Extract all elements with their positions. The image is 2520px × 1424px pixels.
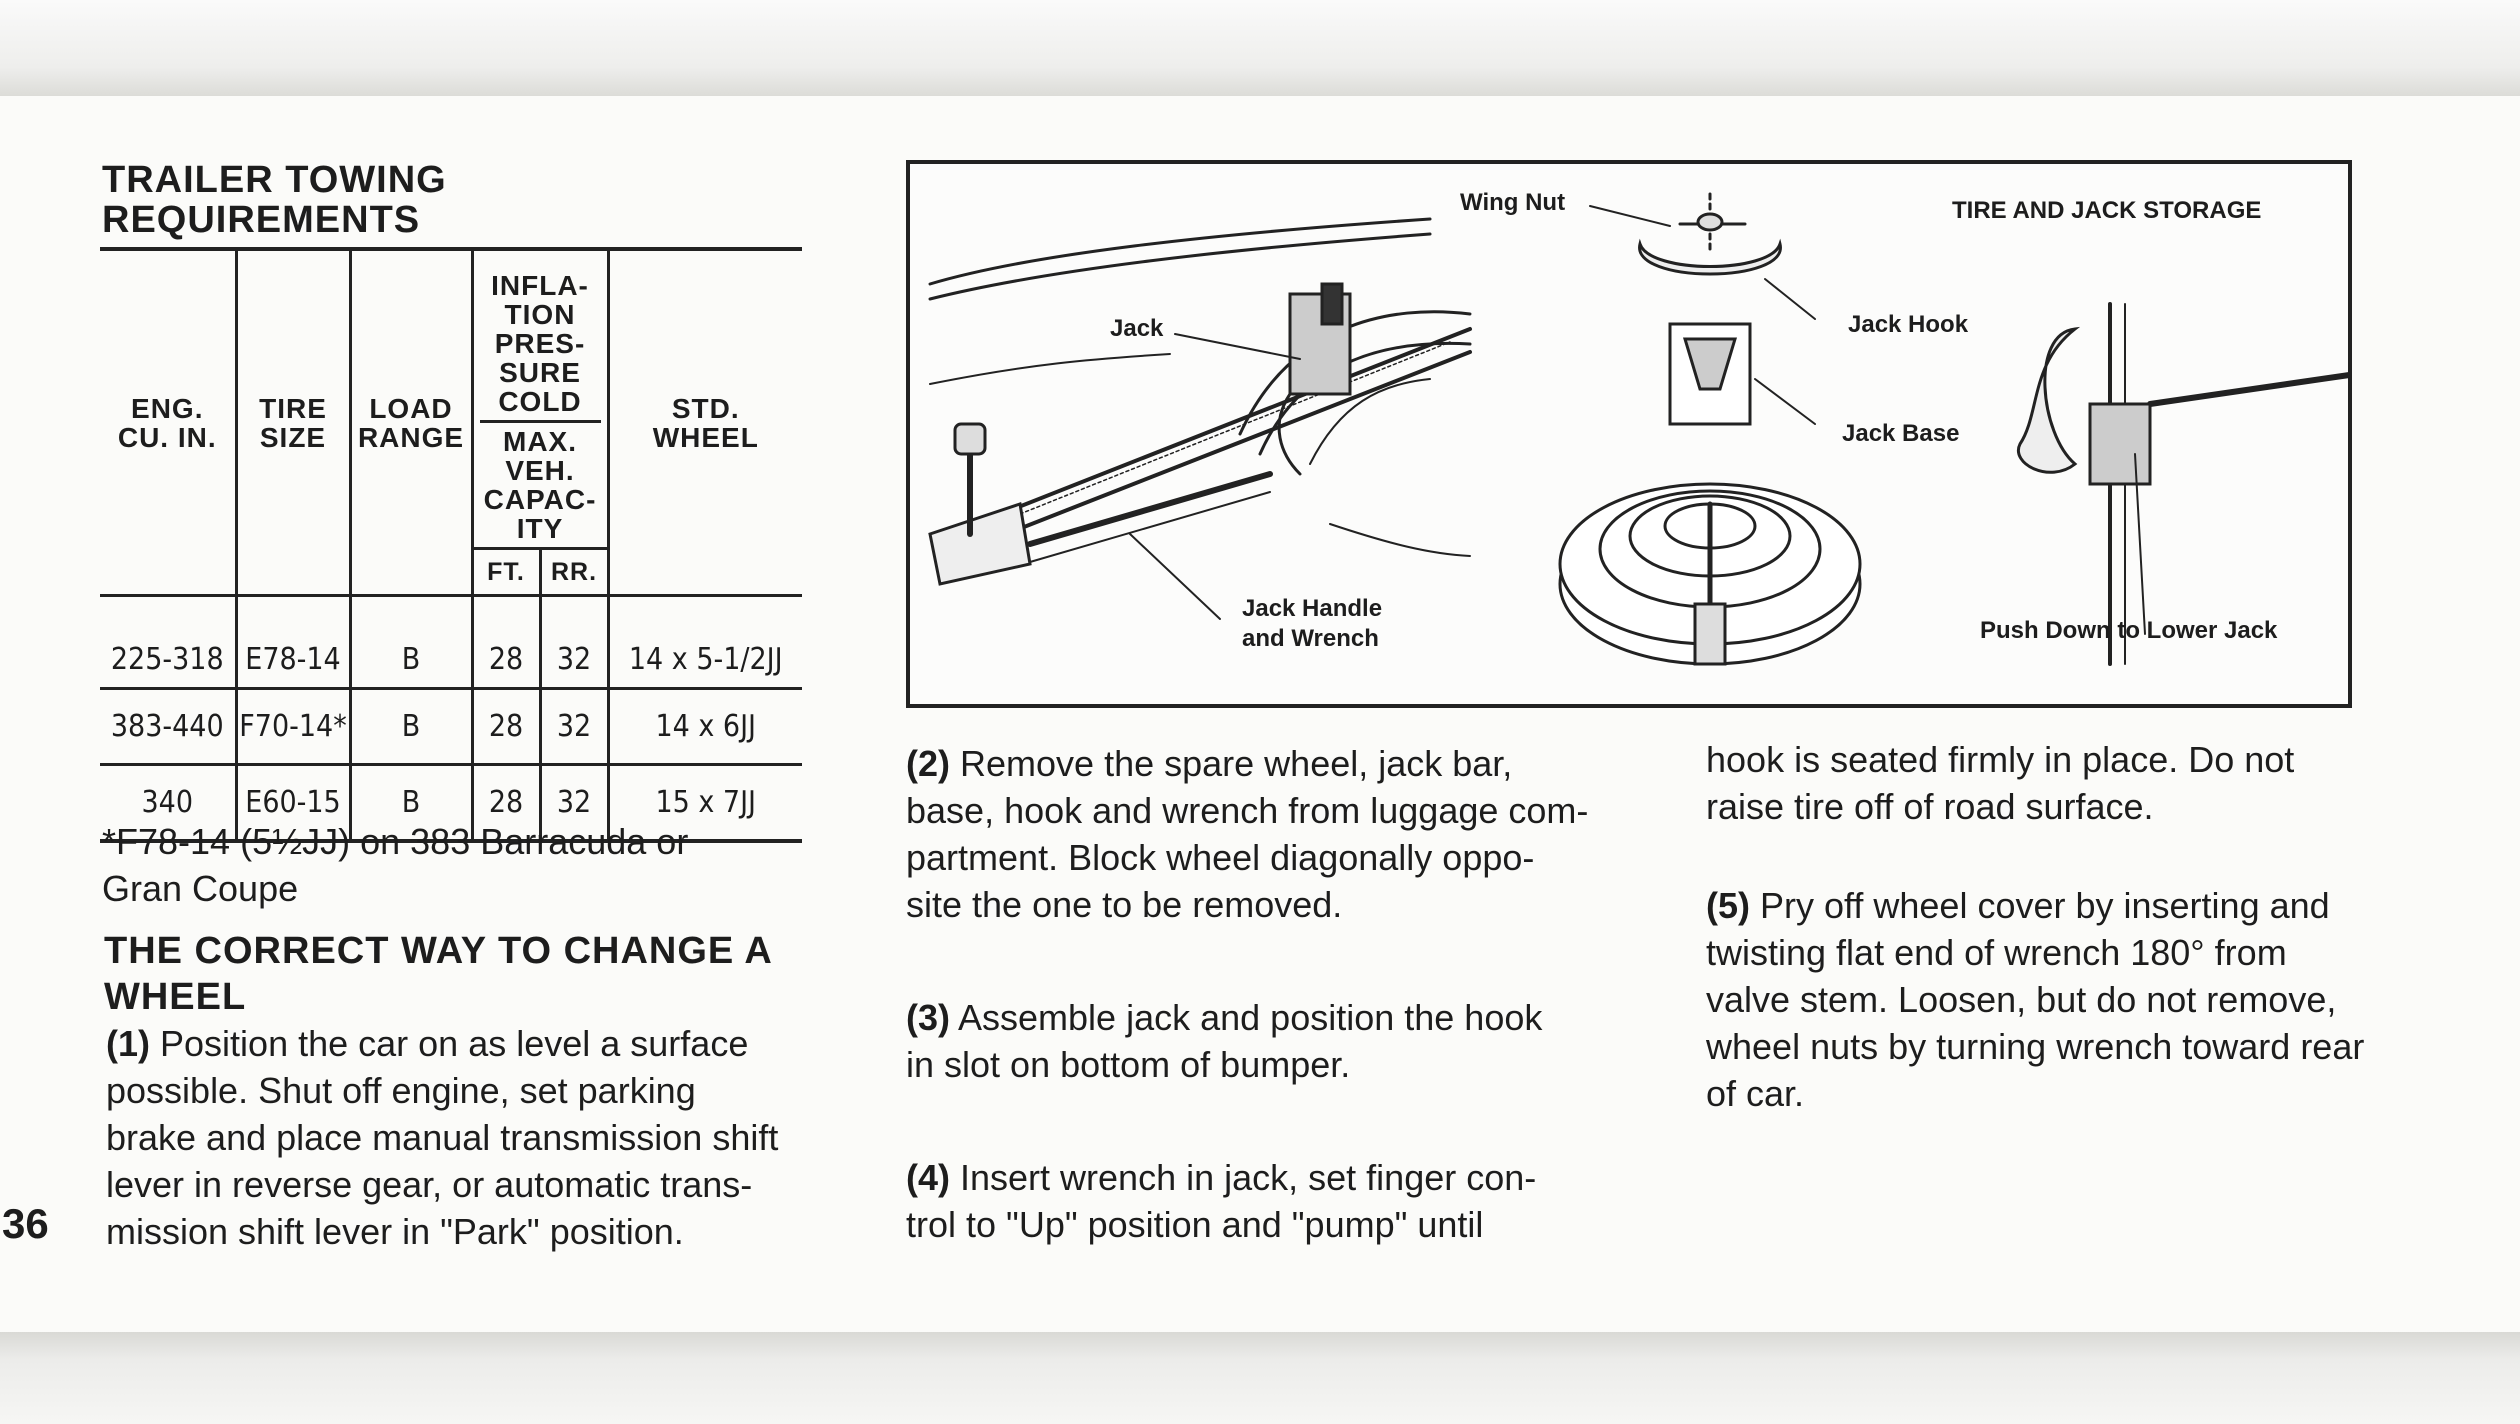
scan-bottom-edge [0, 1332, 2520, 1424]
step-number: (4) [906, 1157, 950, 1198]
max-capacity-label: MAX. VEH. CAPAC- ITY [480, 420, 601, 543]
step-5: (5) Pry off wheel cover by inserting and twisting flat end of wrench 180° from valve stem. Loosen, but do not remove, wheel nuts by turning wrench toward rear of car. [1706, 885, 2365, 1114]
step-number: (3) [906, 997, 950, 1038]
step-3: (3) Assemble jack and position the hook in slot on bottom of bumper. [906, 997, 1543, 1085]
header-inflation-pressure: INFLA- TION PRES- SURE COLD MAX. VEH. CAPAC- ITY [472, 249, 608, 549]
cell-wheel: 15 x 7JJ [608, 765, 802, 842]
label-wing-nut: Wing Nut [1460, 189, 1566, 216]
cell-eng: 383-440 [100, 689, 236, 765]
table-footnote: *F78-14 (5½JJ) on 383 Barracuda or Gran Coupe [102, 821, 689, 909]
cell-ft: 28 [472, 596, 540, 689]
page-number: 36 [2, 1200, 49, 1247]
header-rr: RR. [540, 549, 608, 596]
trailer-towing-table [100, 247, 802, 843]
figure-title: TIRE AND JACK STORAGE [1952, 197, 2262, 224]
cell-load: B [350, 765, 472, 842]
table-row [100, 596, 802, 689]
label-push-down: Push Down to Lower Jack [1980, 617, 2278, 644]
header-load-range: LOAD RANGE [350, 249, 472, 596]
trailer-towing-heading [102, 160, 447, 240]
header-tire-size: TIRE SIZE [236, 249, 350, 596]
step-1: (1) Position the car on as level a surface possible. Shut off engine, set parking brake and place manual transmission shift lever in reverse gear, or automatic trans- mission shift lever in "Park" position. [106, 1023, 779, 1252]
cell-tire: E78-14 [236, 596, 350, 689]
header-ft: FT. [472, 549, 540, 596]
step-number: (5) [1706, 885, 1750, 926]
step-4-continued: hook is seated firmly in place. Do not raise tire off of road surface. [1706, 739, 2295, 827]
tire-jack-storage-figure [906, 160, 2352, 708]
step-2: (2) Remove the spare wheel, jack bar, base, hook and wrench from luggage com- partment. Block wheel diagonally oppo- site the one to be removed. [906, 743, 1589, 925]
cell-rr: 32 [540, 596, 608, 689]
step-4: (4) Insert wrench in jack, set finger con- trol to "Up" position and "pump" until [906, 1157, 1537, 1245]
label-jack-base: Jack Base [1842, 420, 1960, 447]
heading-line: REQUIREMENTS [102, 199, 421, 241]
cell-rr: 32 [540, 765, 608, 842]
header-eng: ENG. CU. IN. [100, 249, 236, 596]
table-row [100, 689, 802, 765]
step-number: (2) [906, 743, 950, 784]
step-number: (1) [106, 1023, 150, 1064]
heading-line: TRAILER TOWING [102, 159, 447, 201]
cell-wheel: 14 x 6JJ [608, 689, 802, 765]
cell-wheel: 14 x 5-1/2JJ [608, 596, 802, 689]
cell-tire: F70-14* [236, 689, 350, 765]
cell-load: B [350, 596, 472, 689]
scan-top-edge [0, 0, 2520, 96]
cell-tire: E60-15 [236, 765, 350, 842]
cell-ft: 28 [472, 765, 540, 842]
change-wheel-heading: THE CORRECT WAY TO CHANGE A WHEEL [104, 930, 773, 1018]
label-jack-handle: Jack Handle and Wrench [1242, 595, 1383, 652]
label-jack-hook: Jack Hook [1848, 311, 1969, 338]
label-jack: Jack [1110, 315, 1164, 342]
cell-eng: 340 [100, 765, 236, 842]
cell-eng: 225-318 [100, 596, 236, 689]
cell-rr: 32 [540, 689, 608, 765]
cell-ft: 28 [472, 689, 540, 765]
cell-load: B [350, 689, 472, 765]
header-std-wheel: STD. WHEEL [608, 249, 802, 596]
